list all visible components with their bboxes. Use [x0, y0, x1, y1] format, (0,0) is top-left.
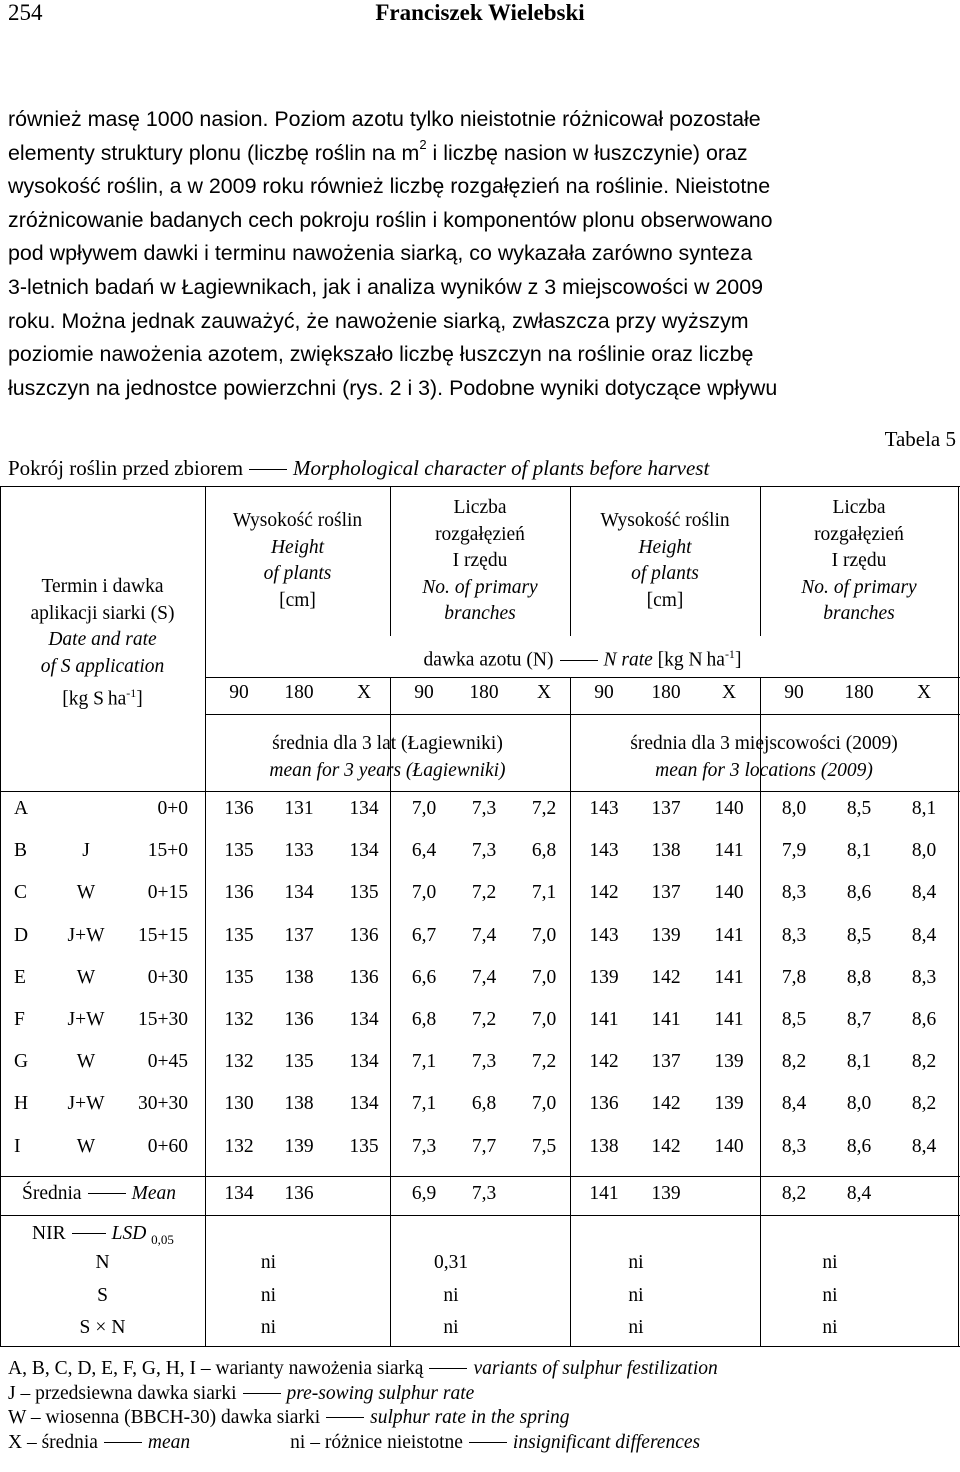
- col-header-en: [760, 575, 958, 602]
- data-cell: 6,8: [411, 1009, 437, 1030]
- text-line: pod wpływem dawki i terminu nawożenia siarką, co wykazała zarówno synteza: [8, 241, 753, 266]
- text-line: również masę 1000 nasion. Poziom azotu tylko nieistotnie różnicował pozostałe: [8, 107, 761, 131]
- stub-header-en: Date and rate: [48, 629, 157, 650]
- data-cell: 8,4: [911, 882, 937, 904]
- data-cell: 139: [284, 1135, 314, 1157]
- data-cell: 132: [224, 1135, 254, 1157]
- variant-id: I: [14, 1135, 21, 1157]
- data-cell: 138: [284, 1093, 314, 1115]
- data-cell: 141: [714, 840, 744, 862]
- lsd-cell: ni: [628, 1317, 644, 1338]
- application-term: J+W: [67, 1009, 105, 1030]
- text-line: [8, 137, 960, 171]
- footnote-pl: W – wiosenna (BBCH-30) dawka siarki: [8, 1407, 321, 1428]
- sulphur-rate: 0+15: [147, 882, 188, 904]
- data-cell: 6,4: [411, 840, 437, 862]
- unit-part: [kg N: [657, 649, 703, 671]
- data-cell: 8,2: [781, 1051, 807, 1073]
- nitrogen-en: N rate: [603, 649, 653, 671]
- data-cell: 135: [349, 1135, 379, 1157]
- data-cell: 137: [284, 924, 314, 946]
- data-cell: 134: [349, 1093, 379, 1115]
- sulphur-rate: 0+60: [147, 1135, 188, 1157]
- sulphur-rate: 0+30: [147, 966, 188, 988]
- mean-label: [22, 1183, 176, 1205]
- variant-id: B: [14, 840, 28, 862]
- mean-label-pl: Średnia: [22, 1183, 82, 1204]
- table-row: [0, 798, 960, 840]
- lsd-factor: S: [97, 1284, 108, 1306]
- table-title-en: Morphological character of plants before harvest: [293, 456, 710, 480]
- table-title-pl: Pokrój roślin przed zbiorem: [8, 456, 244, 480]
- dash: [72, 1233, 106, 1234]
- lsd-label-en: LSD: [111, 1223, 147, 1244]
- lsd-cell: ni: [443, 1317, 459, 1338]
- data-cell: 8,1: [846, 840, 872, 862]
- data-cell: 132: [224, 1009, 254, 1030]
- rule-table-bottom: [0, 1346, 960, 1347]
- dash: [104, 1442, 142, 1443]
- data-cell: 135: [349, 882, 379, 904]
- unit-part: [kg S: [62, 688, 104, 710]
- lsd-cell: ni: [628, 1252, 644, 1273]
- text-fragment: of primary: [454, 576, 538, 598]
- table-row: [0, 1093, 960, 1135]
- lsd-cell: ni: [443, 1284, 459, 1306]
- text-fragment: elementy struktury plonu (liczbę roślin na m: [8, 140, 420, 165]
- data-cell: 141: [714, 1009, 744, 1030]
- sulphur-rate: 15+30: [138, 1009, 188, 1030]
- mean-label-en: Mean: [131, 1183, 176, 1204]
- variant-id: H: [14, 1093, 29, 1115]
- lsd-cell: ni: [260, 1252, 277, 1273]
- data-cell: 134: [349, 840, 379, 862]
- application-term: W: [76, 1051, 96, 1073]
- sulphur-rate: 15+15: [138, 924, 188, 946]
- n-level-header: X: [721, 682, 737, 703]
- lsd-cell: 0,31: [433, 1252, 469, 1273]
- text-fragment: No.: [422, 576, 450, 598]
- table-title: [8, 456, 709, 481]
- application-term: J: [82, 840, 90, 862]
- application-term: W: [76, 1135, 96, 1157]
- nitrogen-pl: dawka azotu (N): [423, 649, 554, 671]
- lsd-cell: ni: [260, 1317, 277, 1338]
- unit-sup: -1: [724, 647, 735, 661]
- group-header-pl: średnia dla 3 miejscowości (2009): [630, 733, 898, 754]
- text-line: zróżnicowanie badanych cech pokroju roślin i komponentów plonu obserwowano: [8, 207, 773, 232]
- data-cell: 8,4: [911, 924, 937, 946]
- data-cell: 8,6: [846, 1135, 872, 1157]
- data-cell: 135: [284, 1051, 314, 1073]
- lsd-factor-part: ×: [95, 1317, 107, 1338]
- data-cell: 138: [589, 1135, 619, 1157]
- data-cell: 135: [224, 966, 254, 988]
- lsd-label-pl: NIR: [32, 1223, 66, 1244]
- data-cell: 8,1: [846, 1051, 872, 1073]
- data-cell: 139: [714, 1051, 744, 1073]
- data-cell: 7,0: [531, 966, 557, 988]
- sulphur-rate: 30+30: [138, 1093, 188, 1115]
- data-cell: 8,5: [781, 1009, 807, 1030]
- data-cell: 8,8: [846, 966, 872, 988]
- table-row: [0, 1136, 960, 1178]
- mean-cell: 8,2: [781, 1183, 807, 1204]
- data-cell: 7,4: [471, 924, 497, 946]
- group-header-locations: [570, 731, 958, 784]
- data-cell: 140: [714, 798, 744, 819]
- data-cell: 8,3: [781, 1135, 807, 1157]
- data-cell: 143: [589, 924, 619, 946]
- data-cell: 143: [589, 840, 619, 862]
- data-cell: 135: [224, 840, 254, 862]
- variant-id: F: [14, 1009, 25, 1030]
- variant-id: G: [14, 1051, 29, 1073]
- col-header-pl: Liczba: [453, 497, 507, 518]
- data-cell: 7,4: [471, 966, 497, 988]
- data-cell: 7,2: [471, 882, 497, 904]
- mean-cell: 6,9: [411, 1183, 437, 1204]
- col-header-branches-right: [760, 495, 958, 628]
- data-cell: 139: [714, 1093, 744, 1115]
- data-cell: 6,8: [471, 1093, 497, 1115]
- data-cell: 136: [589, 1093, 619, 1115]
- text-line: łuszczyn na jednostce powierzchni (rys. 2 i 3). Podobne wyniki dotyczące wpływu: [8, 375, 778, 400]
- n-level-header: X: [916, 682, 932, 703]
- data-cell: 7,2: [531, 798, 557, 819]
- lsd-factor-part: S: [79, 1317, 91, 1338]
- data-cell: 136: [349, 966, 379, 988]
- footnote-pl: ni – różnice nieistotne: [290, 1431, 463, 1453]
- data-cell: 141: [589, 1009, 619, 1030]
- col-header-pl: Wysokość roślin: [600, 510, 730, 531]
- mean-cell: 8,4: [846, 1183, 872, 1204]
- text-line: 3-letnich badań w Łagiewnikach, jak i analiza wyników z 3 miejscowości w 2009: [8, 274, 763, 299]
- col-header-pl: I rzędu: [831, 550, 887, 571]
- variant-id: C: [14, 882, 28, 904]
- data-cell: 7,1: [411, 1093, 437, 1115]
- data-cell: 8,3: [911, 966, 937, 988]
- data-cell: 8,2: [911, 1093, 937, 1115]
- data-cell: 8,0: [846, 1093, 872, 1115]
- data-cell: 8,1: [911, 798, 937, 819]
- footnote: [8, 1406, 718, 1431]
- data-cell: 137: [651, 798, 681, 819]
- lsd-factor-part: N: [111, 1317, 126, 1338]
- table-row: [0, 840, 960, 882]
- n-level-header: 90: [594, 682, 614, 703]
- lsd-cell: ni: [260, 1284, 277, 1306]
- table-row: [0, 1009, 960, 1051]
- data-cell: 8,5: [846, 924, 872, 946]
- footnote-en: variants of sulphur festilization: [473, 1358, 718, 1379]
- data-cell: 142: [589, 882, 619, 904]
- col-header-en: [390, 575, 570, 602]
- table-row: [0, 967, 960, 1009]
- table-row: [0, 1051, 960, 1093]
- data-cell: 136: [224, 882, 254, 904]
- data-cell: 141: [714, 924, 744, 946]
- unit-part: ]: [734, 649, 742, 671]
- data-cell: 143: [589, 798, 619, 819]
- variant-id: A: [14, 798, 29, 819]
- col-header-pl: I rzędu: [452, 550, 508, 571]
- application-term: J+W: [67, 924, 105, 946]
- text-line: poziomie nawożenia azotem, zwiększało liczbę łuszczyn na roślinie oraz liczbę: [8, 342, 754, 367]
- data-cell: 6,7: [411, 924, 437, 946]
- running-title: Franciszek Wielebski: [375, 0, 585, 25]
- data-cell: 132: [224, 1051, 254, 1073]
- unit-part: ha: [706, 649, 725, 671]
- data-cell: 138: [284, 966, 314, 988]
- page-header: [0, 0, 960, 30]
- n-level-header: 90: [229, 682, 249, 703]
- data-cell: 138: [651, 840, 681, 862]
- footnote-pl: J – przedsiewna dawka siarki: [8, 1382, 237, 1404]
- data-cell: 140: [714, 882, 744, 904]
- data-cell: 7,3: [411, 1135, 437, 1157]
- text-fragment: i liczbę nasion w łuszczynie) oraz: [426, 140, 748, 165]
- data-cell: 137: [651, 882, 681, 904]
- data-cell: 7,0: [411, 798, 437, 819]
- application-term: W: [76, 882, 96, 904]
- data-cell: 8,7: [846, 1009, 872, 1030]
- n-levels-row: [0, 682, 960, 712]
- data-cell: 140: [714, 1135, 744, 1157]
- text-fragment: of primary: [833, 576, 917, 598]
- data-cell: 6,6: [411, 966, 437, 988]
- data-cell: 7,1: [531, 882, 557, 904]
- dash: [249, 469, 287, 470]
- data-cell: 8,0: [781, 798, 807, 819]
- lsd-cell: ni: [822, 1284, 838, 1306]
- n-level-header: X: [356, 682, 372, 703]
- rule-n-levels-top: [205, 677, 960, 678]
- lsd-cell: ni: [822, 1252, 838, 1273]
- col-header-pl: Wysokość roślin: [232, 510, 363, 531]
- data-cell: 8,2: [911, 1051, 937, 1073]
- data-cell: 8,6: [911, 1009, 937, 1030]
- mean-cell: 139: [651, 1183, 681, 1204]
- n-level-header: 90: [784, 682, 804, 703]
- data-cell: 7,3: [471, 840, 497, 862]
- col-header-height-right: [570, 508, 760, 614]
- sulphur-rate: 0+0: [157, 798, 188, 819]
- data-cell: 136: [224, 798, 254, 819]
- data-cell: 7,0: [531, 1009, 557, 1030]
- text-fragment: No.: [801, 576, 829, 598]
- nitrogen-rate-header: [205, 641, 960, 674]
- data-cell: 7,0: [531, 1093, 557, 1115]
- data-cell: 139: [651, 924, 681, 946]
- mean-cell: 136: [284, 1183, 314, 1204]
- text-line: wysokość roślin, a w 2009 roku również liczbę rozgałęzień na roślinie. Nieistotne: [8, 174, 771, 199]
- footnote: [8, 1382, 718, 1407]
- footnote-en: insignificant differences: [512, 1431, 701, 1453]
- col-header-en: Height: [270, 536, 325, 558]
- data-cell: 7,8: [781, 966, 807, 988]
- data-cell: 7,2: [471, 1009, 497, 1030]
- dash: [243, 1393, 281, 1394]
- data-cell: 8,6: [846, 882, 872, 904]
- mean-cell: 134: [224, 1183, 254, 1204]
- data-cell: 6,8: [531, 840, 557, 862]
- col-header-en: Height: [638, 536, 692, 558]
- n-level-header: X: [536, 682, 552, 703]
- footnote-en: sulphur rate in the spring: [370, 1407, 570, 1428]
- data-cell: 7,0: [531, 924, 557, 946]
- unit-part: ha: [107, 688, 127, 710]
- col-header-pl: rozgałęzień: [814, 523, 904, 545]
- data-cell: 7,7: [471, 1135, 497, 1157]
- col-header-unit: [cm]: [279, 589, 316, 611]
- data-table: [0, 486, 960, 1346]
- data-cell: 131: [284, 798, 314, 819]
- lsd-label: [32, 1223, 174, 1248]
- data-cell: 7,5: [531, 1135, 557, 1157]
- text-line: roku. Można jednak zauważyć, że nawożenie siarką, zwłaszcza przy wyższym: [8, 308, 749, 333]
- lsd-cell: ni: [822, 1317, 838, 1338]
- superscript: 2: [419, 137, 427, 153]
- data-cell: 142: [651, 1093, 681, 1115]
- data-cell: 134: [349, 1009, 379, 1030]
- table-row: [0, 882, 960, 924]
- data-cell: 7,2: [531, 1051, 557, 1073]
- data-cell: 142: [651, 1135, 681, 1157]
- col-header-unit: [cm]: [646, 589, 684, 611]
- application-term: J+W: [67, 1093, 105, 1115]
- variant-id: E: [14, 966, 26, 988]
- data-cell: 139: [589, 966, 619, 988]
- data-cell: 142: [589, 1051, 619, 1073]
- data-cell: 141: [714, 966, 744, 988]
- data-cell: 136: [284, 1009, 314, 1030]
- data-cell: 136: [349, 924, 379, 946]
- data-cell: 133: [284, 840, 314, 862]
- n-level-header: 180: [284, 682, 314, 703]
- col-header-en: branches: [444, 603, 516, 624]
- rule-n-levels-bottom: [205, 714, 960, 715]
- table-footnotes: [8, 1357, 718, 1455]
- col-header-branches-left: [390, 495, 570, 628]
- lsd-factor: [60, 1317, 145, 1339]
- application-term: W: [76, 966, 96, 988]
- dash: [560, 660, 598, 661]
- group-header-en: mean for 3 locations (2009): [655, 759, 873, 781]
- data-cell: 8,0: [911, 840, 937, 862]
- data-cell: 7,9: [781, 840, 807, 862]
- data-cell: 8,4: [781, 1093, 807, 1115]
- footnote-en: pre-sowing sulphur rate: [286, 1382, 475, 1404]
- footnote-pl: A, B, C, D, E, F, G, H, I – warianty nawożenia siarką: [8, 1358, 424, 1379]
- lsd-cell: ni: [628, 1284, 644, 1306]
- unit-part: ]: [136, 688, 143, 710]
- col-header-en: branches: [823, 603, 895, 624]
- stub-header-pl: Termin i dawka: [41, 576, 164, 597]
- sulphur-rate: 0+45: [147, 1051, 188, 1073]
- rule-top: [0, 486, 960, 487]
- data-cell: 8,5: [846, 798, 872, 819]
- col-header-en: of plants: [631, 563, 699, 584]
- data-cell: 141: [651, 1009, 681, 1030]
- body-paragraph: [8, 103, 960, 405]
- data-cell: 7,3: [471, 798, 497, 819]
- lsd-factor: N: [95, 1252, 110, 1273]
- stub-header-pl: aplikacji siarki (S): [30, 602, 175, 624]
- table-row: [0, 925, 960, 967]
- data-cell: 7,3: [471, 1051, 497, 1073]
- mean-cell: 7,3: [471, 1183, 497, 1204]
- dash: [88, 1193, 126, 1194]
- unit-sup: -1: [126, 686, 137, 700]
- table-label: Tabela 5: [884, 427, 956, 451]
- data-cell: 8,3: [781, 924, 807, 946]
- data-cell: 134: [284, 882, 314, 904]
- dash: [326, 1417, 364, 1418]
- variant-id: D: [14, 924, 29, 946]
- group-header-lagiewniki: [205, 731, 570, 784]
- data-cell: 134: [349, 798, 379, 819]
- group-header-pl: średnia dla 3 lat (Łagiewniki): [272, 733, 503, 754]
- col-header-en: of plants: [263, 563, 332, 584]
- col-header-height-left: [205, 508, 390, 614]
- dash: [469, 1442, 507, 1443]
- footnote: [8, 1431, 718, 1456]
- n-level-header: 180: [469, 682, 499, 703]
- data-cell: 135: [224, 924, 254, 946]
- dash: [429, 1368, 467, 1369]
- mean-row: [0, 1179, 960, 1221]
- n-level-header: 180: [651, 682, 681, 703]
- mean-cell: 141: [589, 1183, 619, 1204]
- footnote-pl: X – średnia: [8, 1431, 98, 1453]
- col-header-pl: rozgałęzień: [435, 523, 525, 545]
- sulphur-rate: 15+0: [147, 840, 188, 862]
- stub-header-en: of S application: [40, 655, 165, 677]
- data-cell: 7,0: [411, 882, 437, 904]
- data-cell: 7,1: [411, 1051, 437, 1073]
- data-cell: 130: [224, 1093, 254, 1115]
- footnote-en: mean: [147, 1431, 191, 1453]
- rule-header-bottom: [0, 791, 960, 792]
- lsd-label-sub: 0,05: [151, 1231, 174, 1247]
- data-cell: 134: [349, 1051, 379, 1073]
- data-cell: 8,3: [781, 882, 807, 904]
- data-cell: 8,4: [911, 1135, 937, 1157]
- data-cell: 137: [651, 1051, 681, 1073]
- footnote: [8, 1357, 718, 1382]
- n-level-header: 180: [844, 682, 874, 703]
- n-level-header: 90: [414, 682, 434, 703]
- data-cell: 142: [651, 966, 681, 988]
- page-number: 254: [8, 0, 43, 25]
- group-header-en: mean for 3 years (Łagiewniki): [269, 759, 506, 781]
- col-header-pl: Liczba: [832, 497, 886, 518]
